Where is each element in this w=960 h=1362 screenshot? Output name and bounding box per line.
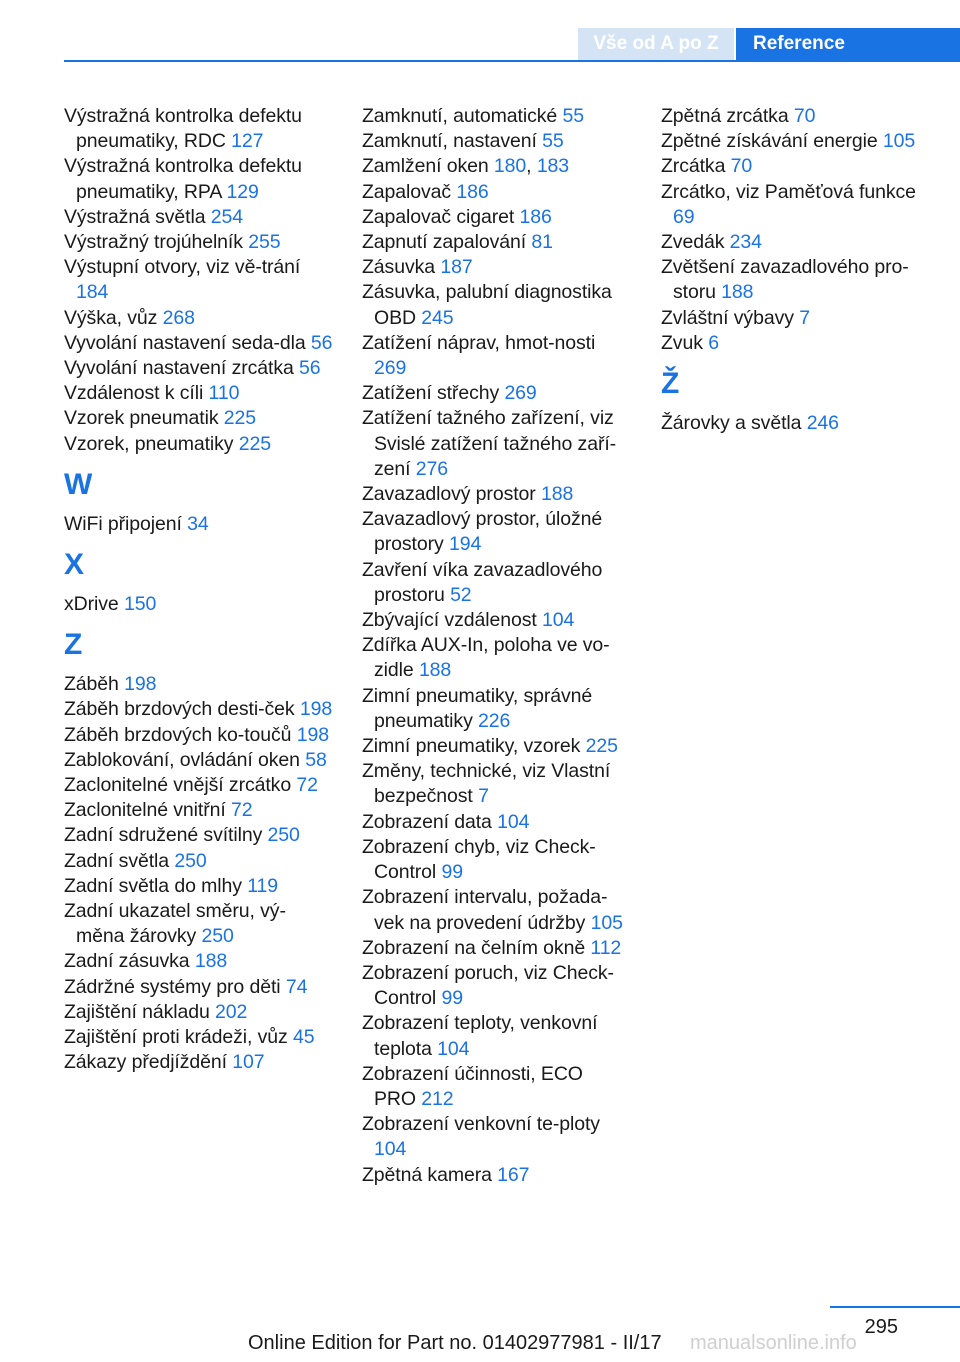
index-term: Vzorek pneumatik <box>64 407 224 430</box>
footer-divider <box>830 1306 960 1308</box>
chapter-tab[interactable]: Reference <box>736 28 960 60</box>
index-entry <box>362 507 624 557</box>
index-term: Vzdálenost k cíli <box>64 382 209 405</box>
index-term: Zapnutí zapalování <box>362 231 532 254</box>
index-entry <box>64 823 334 848</box>
index-term: Zapalovač <box>362 180 457 203</box>
index-term: Zvláštní výbavy <box>661 306 800 329</box>
page-link[interactable]: 104 <box>541 609 575 632</box>
index-term: Zajištění nákladu <box>64 1000 216 1023</box>
section-letter: W <box>64 467 93 501</box>
index-term: Zobrazení intervalu, požada-vek na provedení údržby <box>362 886 608 934</box>
index-entry <box>362 1062 624 1112</box>
page-link[interactable]: 255 <box>248 231 281 254</box>
index-entry <box>64 512 334 537</box>
index-entry <box>64 748 334 773</box>
index-entry <box>64 592 334 617</box>
page-link[interactable]: 186 <box>456 180 489 203</box>
page-link[interactable]: 58 <box>305 748 327 771</box>
index-entry <box>64 306 334 331</box>
page-link[interactable]: 268 <box>162 306 195 329</box>
index-entry <box>64 697 334 722</box>
page-link[interactable]: 183 <box>536 155 570 178</box>
index-term: Zatížení střechy <box>362 382 505 405</box>
page-link[interactable]: 107 <box>232 1051 265 1074</box>
page-link[interactable]: 81 <box>531 231 553 254</box>
index-term: Zádržné systémy pro děti <box>64 975 286 998</box>
page-link[interactable]: 167 <box>497 1163 530 1186</box>
section-letter: Ž <box>661 367 680 401</box>
page-link[interactable]: 184 <box>76 281 109 304</box>
index-entry <box>64 255 334 305</box>
page-link[interactable]: 69 <box>673 205 695 228</box>
index-entry <box>661 180 931 230</box>
index-term: Zatížení náprav, hmot-nosti <box>362 331 596 354</box>
page-link[interactable]: 99 <box>441 861 463 884</box>
index-entry <box>64 406 334 431</box>
index-term: Zrcátka <box>661 155 731 178</box>
index-entry <box>362 104 624 129</box>
page-separator: , <box>526 155 537 178</box>
index-term: Zapalovač cigaret <box>362 205 520 228</box>
page-link[interactable]: 188 <box>541 483 574 506</box>
index-entry <box>362 205 624 230</box>
index-column-3 <box>661 104 931 436</box>
page-link[interactable]: 104 <box>497 810 530 833</box>
page-link[interactable]: 226 <box>478 709 511 732</box>
index-term: Zablokování, ovládání oken <box>64 748 306 771</box>
page-link[interactable]: 198 <box>299 698 333 721</box>
page-link[interactable]: 198 <box>296 723 329 746</box>
index-entry <box>64 672 334 697</box>
index-entry <box>362 759 624 809</box>
index-term: Zadní sdružené svítilny <box>64 824 268 847</box>
page-link[interactable]: 7 <box>478 785 489 808</box>
page-link[interactable]: 99 <box>441 987 463 1010</box>
index-entry <box>362 608 624 633</box>
index-term: Zavření víka zavazadlového prostoru <box>362 558 603 606</box>
index-entry <box>362 936 624 961</box>
page-link[interactable]: 225 <box>223 407 257 430</box>
index-term: Zavazadlový prostor <box>362 483 541 506</box>
page-link[interactable]: 250 <box>201 925 234 948</box>
index-entry <box>362 482 624 507</box>
index-entry <box>362 129 624 154</box>
index-term: Zpětná zrcátka <box>661 105 794 127</box>
index-term: Zobrazení poruch, viz Check-Control <box>362 961 614 1010</box>
index-entry <box>362 810 624 835</box>
index-entry <box>64 1050 334 1075</box>
index-entry <box>64 381 334 406</box>
index-term: Zaclonitelné vnější zrcátko <box>64 774 297 797</box>
index-entry <box>64 154 334 204</box>
index-term: Výstražná kontrolka defektu pneumatiky, RPA <box>64 155 302 203</box>
page-link[interactable]: 180 <box>493 155 527 178</box>
page-link[interactable]: 55 <box>562 105 584 127</box>
page-link[interactable]: 56 <box>310 331 333 354</box>
index-term: Zajištění proti krádeži, vůz <box>64 1026 294 1049</box>
page-link[interactable]: 225 <box>585 735 618 758</box>
index-term: Zpětné získávání energie <box>661 130 883 153</box>
index-entry <box>661 255 931 305</box>
index-entry <box>362 961 624 1011</box>
index-entry <box>64 1025 334 1050</box>
page-link[interactable]: 269 <box>504 382 537 405</box>
page-link[interactable]: 112 <box>590 936 622 959</box>
page-link[interactable]: 34 <box>187 512 209 535</box>
index-term: Zadní světla do mlhy <box>64 874 248 897</box>
index-entry <box>64 723 334 748</box>
index-term: Zásuvka <box>362 256 441 279</box>
page-link[interactable]: 70 <box>730 155 753 178</box>
page-link[interactable]: 104 <box>374 1138 407 1161</box>
index-entry <box>362 633 624 683</box>
page-link[interactable]: 188 <box>418 659 452 682</box>
index-term: Záběh brzdových ko-toučů <box>64 723 297 746</box>
index-entry <box>64 104 334 154</box>
index-term: Zpětná kamera <box>362 1163 498 1186</box>
index-term: Zamknutí, automatické <box>362 105 563 127</box>
index-term: Výstražný trojúhelník <box>64 231 249 254</box>
index-entry <box>64 949 334 974</box>
index-term: Zobrazení účinnosti, ECO PRO <box>362 1062 583 1110</box>
section-letter: Z <box>64 628 83 662</box>
index-term: Zadní světla <box>64 849 175 872</box>
index-entry <box>362 684 624 734</box>
page-number: 295 <box>864 1316 898 1338</box>
index-column-2 <box>362 104 624 1188</box>
index-entry <box>362 1112 624 1162</box>
index-entry <box>661 411 931 436</box>
page-link[interactable]: 269 <box>374 357 407 380</box>
page-link[interactable]: 276 <box>415 457 449 480</box>
page-link[interactable]: 52 <box>450 583 472 606</box>
page-header <box>0 28 960 62</box>
index-term: Zamknutí, nastavení <box>362 130 543 153</box>
watermark: manualsonline.info <box>690 1332 857 1354</box>
index-term: Zobrazení venkovní te-ploty <box>362 1113 600 1136</box>
page-link[interactable]: 245 <box>421 306 454 329</box>
index-entry <box>64 849 334 874</box>
page-link[interactable]: 187 <box>440 256 473 279</box>
index-entry <box>661 154 931 179</box>
index-term: Vzorek, pneumatiky <box>64 432 239 455</box>
index-term: Zvuk <box>661 331 709 354</box>
page-link[interactable]: 250 <box>267 824 300 847</box>
index-term: Zobrazení na čelním okně <box>362 936 591 959</box>
index-term: Záběh brzdových desti-ček <box>64 698 300 721</box>
page-link[interactable]: 186 <box>519 205 552 228</box>
page-link[interactable]: 104 <box>437 1037 470 1060</box>
index-term: Vyvolání nastavení zrcátka <box>64 357 300 380</box>
index-entry <box>661 230 931 255</box>
edition-note: Online Edition for Part no. 01402977981 - II/17 <box>248 1332 662 1354</box>
page-link[interactable]: 250 <box>174 849 207 872</box>
index-entry <box>362 180 624 205</box>
page-link[interactable]: 70 <box>793 105 816 127</box>
index-term: Zobrazení chyb, viz Check-Control <box>362 835 596 884</box>
index-entry <box>64 1000 334 1025</box>
page-link[interactable]: 72 <box>296 774 318 797</box>
index-term: Zvedák <box>661 231 730 254</box>
index-term: Zavazadlový prostor, úložné prostory <box>362 508 603 556</box>
page-link[interactable]: 127 <box>231 130 264 153</box>
index-term: Zbývající vzdálenost <box>362 609 542 632</box>
index-entry <box>661 331 931 356</box>
page-link[interactable]: 105 <box>590 911 623 934</box>
index-term: Výstražná světla <box>64 205 211 228</box>
header-divider <box>64 60 960 62</box>
index-entry <box>64 356 334 381</box>
page-link[interactable]: 105 <box>882 130 916 153</box>
page-link[interactable]: 225 <box>238 432 272 455</box>
index-entry <box>362 280 624 330</box>
index-term: Žárovky a světla <box>661 412 807 435</box>
page-link[interactable]: 74 <box>285 975 308 998</box>
index-term: Zadní zásuvka <box>64 950 195 973</box>
page-link[interactable]: 188 <box>721 281 754 304</box>
index-entry <box>64 432 334 457</box>
page-link[interactable]: 188 <box>194 950 228 973</box>
index-entry <box>362 406 624 482</box>
index-term: Výstražná kontrolka defektu pneumatiky, RDC <box>64 105 302 153</box>
index-entry <box>64 205 334 230</box>
index-term: Zadní ukazatel směru, vý-měna žárovky <box>64 900 286 948</box>
page-link[interactable]: 254 <box>210 205 244 228</box>
index-term: xDrive <box>64 593 124 616</box>
index-entry <box>362 1163 624 1188</box>
page-link[interactable]: 246 <box>806 412 839 435</box>
index-entry <box>661 129 931 154</box>
index-entry <box>64 975 334 1000</box>
page-link[interactable]: 110 <box>208 382 240 405</box>
index-entry <box>64 874 334 899</box>
index-entry <box>362 154 624 179</box>
page-link[interactable]: 7 <box>799 306 810 329</box>
index-term: Zatížení tažného zařízení, viz Svislé zatížení tažného zaří-zení <box>362 407 617 480</box>
index-term: Zobrazení data <box>362 810 498 833</box>
page-link[interactable]: 234 <box>729 231 762 254</box>
page-link[interactable]: 55 <box>542 130 564 153</box>
page-link[interactable]: 6 <box>708 331 719 354</box>
index-entry <box>64 230 334 255</box>
page-link[interactable]: 202 <box>215 1000 248 1023</box>
index-entry <box>362 558 624 608</box>
index-column-1 <box>64 104 334 1076</box>
index-term: Zdířka AUX-In, poloha ve vo-zidle <box>362 634 610 682</box>
index-entry <box>64 773 334 798</box>
page-link[interactable]: 56 <box>299 357 321 380</box>
index-term: Zimní pneumatiky, správné pneumatiky <box>362 684 593 732</box>
page-link[interactable]: 194 <box>448 533 482 556</box>
index-term: WiFi připojení <box>64 512 188 535</box>
index-entry <box>362 331 624 381</box>
section-letter: X <box>64 548 85 582</box>
page-link[interactable]: 45 <box>293 1026 315 1049</box>
index-entry <box>661 306 931 331</box>
index-term: Výška, vůz <box>64 306 163 329</box>
index-entry <box>661 104 931 129</box>
index-entry <box>362 230 624 255</box>
index-entry <box>362 734 624 759</box>
index-entry <box>64 899 334 949</box>
index-term: Zobrazení teploty, venkovní teplota <box>362 1012 598 1060</box>
index-term: Zaclonitelné vnitřní <box>64 799 231 822</box>
index-term: Výstupní otvory, viz vě-trání <box>64 256 301 279</box>
index-term: Záběh <box>64 673 125 696</box>
page-link[interactable]: 150 <box>123 593 157 616</box>
index-entry <box>64 331 334 356</box>
page-link[interactable]: 72 <box>230 799 253 822</box>
index-entry <box>362 1011 624 1061</box>
index-term: Zásuvka, palubní diagnostika OBD <box>362 281 612 329</box>
index-term: Zamlžení oken <box>362 155 494 178</box>
index-term: Vyvolání nastavení seda-dla <box>64 331 311 354</box>
index-entry <box>362 835 624 885</box>
index-term: Změny, technické, viz Vlastní bezpečnost <box>362 760 611 808</box>
index-term: Zimní pneumatiky, vzorek <box>362 735 586 758</box>
section-tab[interactable]: Vše od A po Z <box>578 28 734 60</box>
index-term: Zvětšení zavazadlového pro-storu <box>661 256 909 304</box>
page-link[interactable]: 119 <box>247 874 279 897</box>
page-link[interactable]: 129 <box>226 180 259 203</box>
index-term: Zrcátko, viz Paměťová funkce <box>661 180 916 203</box>
page-link[interactable]: 198 <box>124 673 157 696</box>
index-entry <box>64 798 334 823</box>
index-entry <box>362 381 624 406</box>
index-entry <box>362 885 624 935</box>
index-entry <box>362 255 624 280</box>
page-link[interactable]: 212 <box>421 1087 454 1110</box>
index-term: Zákazy předjíždění <box>64 1051 233 1074</box>
